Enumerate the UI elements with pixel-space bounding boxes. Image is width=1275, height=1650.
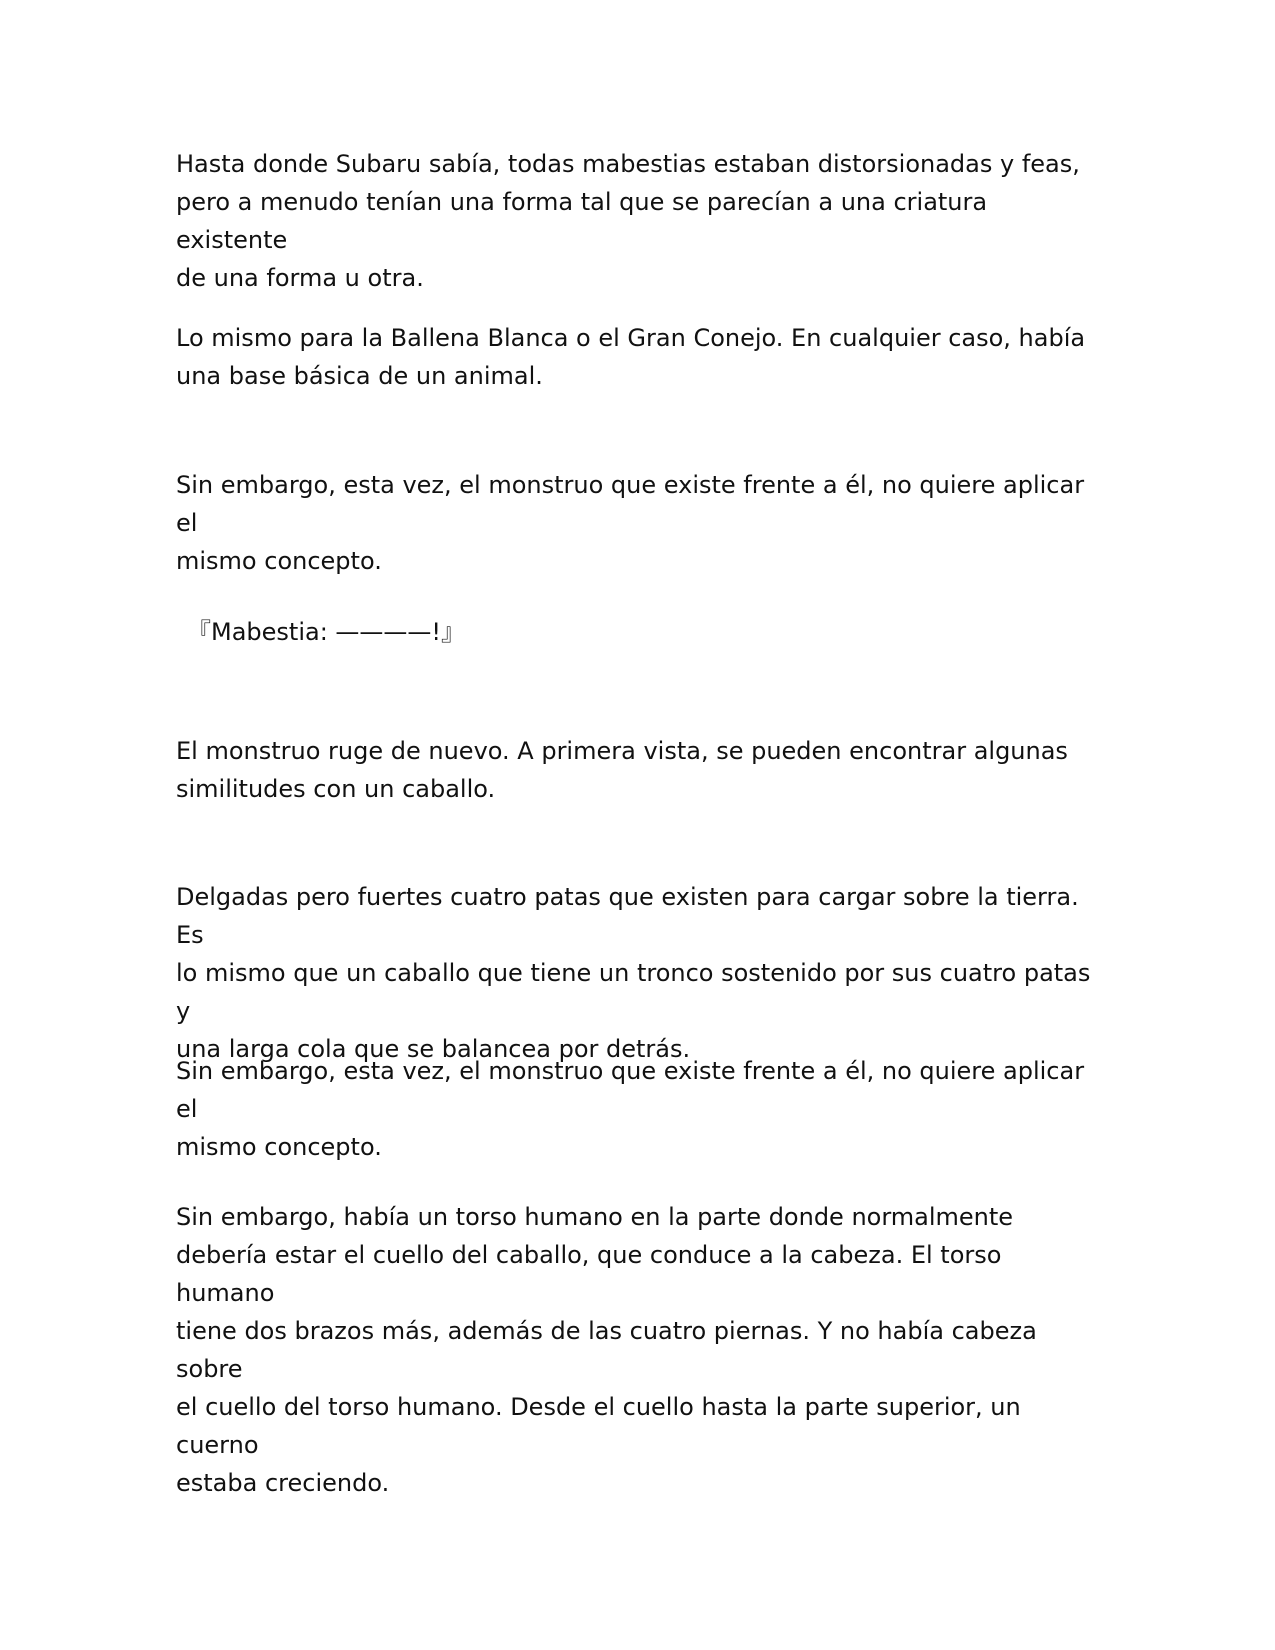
dialogue-line: 『Mabestia: ————!』 — [187, 618, 466, 646]
paragraph-2: Lo mismo para la Ballena Blanca o el Gran Conejo. En cualquier caso, había una base básica de un animal. — [176, 324, 1086, 390]
paragraph-1: Hasta donde Subaru sabía, todas mabestias estaban distorsionadas y feas, pero a menudo tenían una forma tal que se parecían a una criatura existente de una forma u otra. — [176, 150, 1080, 292]
paragraph-5: El monstruo ruge de nuevo. A primera vista, se pueden encontrar algunas similitudes con un caballo. — [176, 737, 1068, 803]
paragraph-6: Delgadas pero fuertes cuatro patas que existen para cargar sobre la tierra. Es lo mismo que un caballo que tiene un tronco sostenido por sus cuatro patas y una larga cola que se balancea por detrás. — [176, 883, 1091, 1063]
paragraph-3: Sin embargo, esta vez, el monstruo que existe frente a él, no quiere aplicar el mismo concepto. — [176, 471, 1085, 575]
paragraph-7: Sin embargo, esta vez, el monstruo que existe frente a él, no quiere aplicar el mismo concepto. — [176, 1057, 1085, 1161]
paragraph-8: Sin embargo, había un torso humano en la parte donde normalmente debería estar el cuello del caballo, que conduce a la cabeza. El torso humano tiene dos brazos más, además de las cuatro piernas. Y no había cabeza sobre el cuello del torso humano. Desde el cuello hasta la parte superior, un cuerno estaba creciendo. — [176, 1203, 1037, 1497]
